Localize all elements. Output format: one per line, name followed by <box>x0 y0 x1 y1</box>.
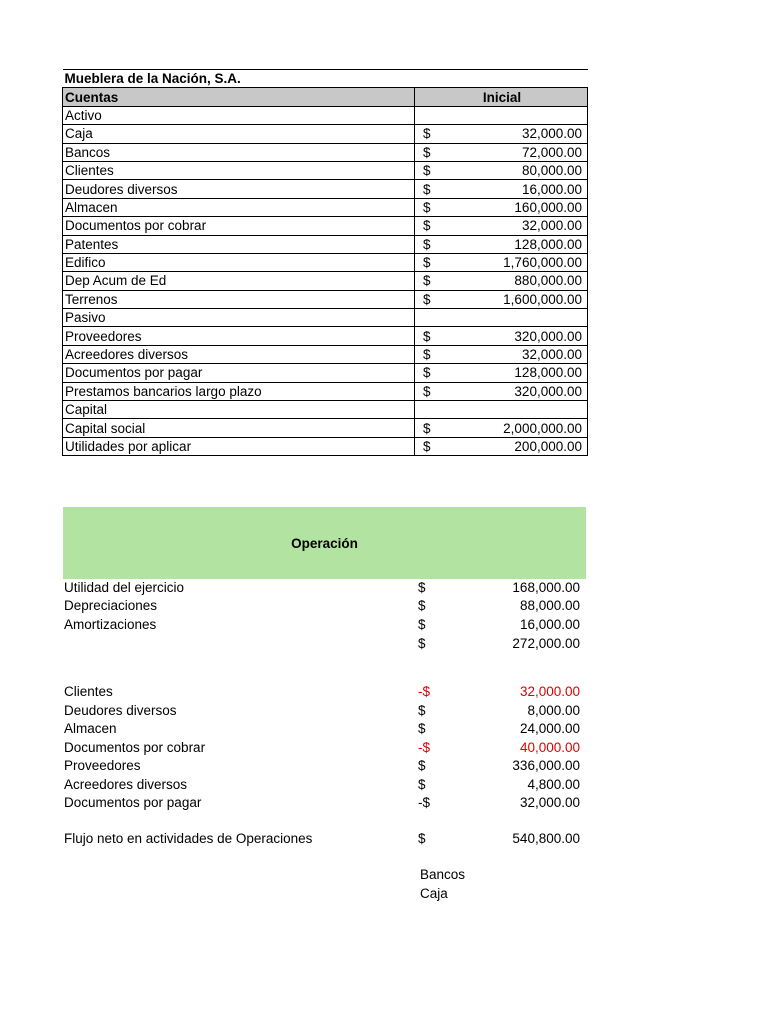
account-cell[interactable]: Activo <box>63 106 415 124</box>
operation-label[interactable]: Proveedores <box>64 758 141 773</box>
account-cell[interactable]: Patentes <box>63 235 415 253</box>
operation-currency[interactable]: -$ <box>418 684 431 699</box>
table-row <box>63 419 588 437</box>
table-row <box>63 309 588 327</box>
operation-value[interactable]: 272,000.00 <box>512 636 580 651</box>
amount-wrapper <box>417 438 587 455</box>
extra-bancos[interactable]: Bancos <box>420 867 466 882</box>
account-cell[interactable]: Acreedores diversos <box>63 345 415 363</box>
account-cell[interactable]: Clientes <box>63 161 415 179</box>
operation-currency[interactable]: -$ <box>418 795 431 810</box>
currency-symbol: $ <box>423 291 431 307</box>
operation-currency[interactable]: $ <box>418 831 426 846</box>
account-cell[interactable]: Documentos por pagar <box>63 364 415 382</box>
amount-wrapper <box>417 328 587 345</box>
table-row <box>63 161 588 179</box>
currency-symbol: $ <box>423 126 431 142</box>
account-cell[interactable]: Edifico <box>63 253 415 271</box>
table-row <box>63 345 588 363</box>
amount-wrapper <box>417 364 587 381</box>
amount-cell[interactable] <box>415 106 588 124</box>
amount-value: 32,000.00 <box>521 347 582 363</box>
amount-wrapper <box>417 291 587 308</box>
account-cell[interactable]: Deudores diversos <box>63 180 415 198</box>
amount-cell[interactable] <box>415 253 588 271</box>
currency-symbol: $ <box>423 144 431 160</box>
account-cell[interactable]: Almacen <box>63 198 415 216</box>
table-row <box>63 437 588 455</box>
operation-currency[interactable]: $ <box>418 777 426 792</box>
table-row <box>63 401 588 419</box>
operation-value[interactable]: 24,000.00 <box>519 721 580 736</box>
currency-symbol: $ <box>423 218 431 234</box>
table-row <box>63 290 588 308</box>
amount-value: 200,000.00 <box>514 439 582 454</box>
operation-label[interactable]: Clientes <box>64 684 113 699</box>
operation-currency[interactable]: $ <box>418 580 426 595</box>
table-row <box>63 106 588 124</box>
amount-wrapper <box>417 199 587 216</box>
operation-value[interactable]: 336,000.00 <box>512 758 580 773</box>
amount-value: 32,000.00 <box>521 126 582 142</box>
amount-value: 128,000.00 <box>514 365 582 381</box>
operacion-title: Operación <box>291 535 358 551</box>
currency-symbol: $ <box>423 365 431 381</box>
amount-value: 880,000.00 <box>514 273 582 289</box>
currency-symbol: $ <box>423 199 431 215</box>
operacion-header[interactable] <box>63 507 586 579</box>
operation-row <box>64 635 584 653</box>
currency-symbol: $ <box>423 328 431 344</box>
currency-symbol: $ <box>423 236 431 252</box>
operation-row <box>64 702 584 720</box>
currency-symbol: $ <box>423 255 431 271</box>
table-row <box>63 382 588 400</box>
amount-cell[interactable] <box>415 272 588 290</box>
operation-label[interactable]: Depreciaciones <box>64 598 158 613</box>
currency-symbol: $ <box>423 273 431 289</box>
table-row <box>63 272 588 290</box>
operation-currency[interactable]: $ <box>418 721 426 736</box>
amount-cell[interactable] <box>415 125 588 143</box>
amount-value: 320,000.00 <box>514 328 582 344</box>
company-title[interactable]: Mueblera de la Nación, S.A. <box>63 70 415 88</box>
operation-value[interactable]: 8,000.00 <box>527 703 580 718</box>
operation-label[interactable]: Documentos por pagar <box>64 795 202 810</box>
operation-label[interactable]: Amortizaciones <box>64 617 157 632</box>
col-header-cuentas[interactable]: Cuentas <box>63 88 415 106</box>
table-row <box>63 198 588 216</box>
account-cell[interactable]: Dep Acum de Ed <box>63 272 415 290</box>
currency-symbol: $ <box>423 439 431 454</box>
operation-currency[interactable]: $ <box>418 758 426 773</box>
amount-value: 72,000.00 <box>521 144 582 160</box>
operation-row <box>64 616 584 634</box>
amount-cell[interactable] <box>415 437 588 455</box>
operation-value[interactable]: 16,000.00 <box>519 617 580 632</box>
account-cell[interactable]: Capital <box>63 401 415 419</box>
operation-row <box>64 830 584 848</box>
account-cell[interactable]: Prestamos bancarios largo plazo <box>63 382 415 400</box>
amount-value: 80,000.00 <box>521 163 582 179</box>
amount-value: 320,000.00 <box>514 383 582 399</box>
table-row <box>63 217 588 235</box>
amount-wrapper <box>417 383 587 400</box>
currency-symbol: $ <box>423 420 431 436</box>
amount-value: 1,760,000.00 <box>503 255 582 271</box>
table-row <box>63 143 588 161</box>
operation-currency[interactable]: -$ <box>418 740 431 755</box>
amount-cell[interactable] <box>415 235 588 253</box>
amount-value: 160,000.00 <box>514 199 582 215</box>
amount-wrapper <box>417 236 587 253</box>
account-cell[interactable]: Terrenos <box>63 290 415 308</box>
amount-cell[interactable] <box>415 290 588 308</box>
balance-table <box>62 69 588 456</box>
amount-value: 2,000,000.00 <box>503 420 582 436</box>
amount-wrapper <box>417 162 587 179</box>
amount-wrapper <box>417 144 587 161</box>
operation-value[interactable]: 32,000.00 <box>519 684 580 699</box>
currency-symbol: $ <box>423 383 431 399</box>
amount-wrapper <box>417 125 587 142</box>
title-row <box>63 70 588 88</box>
table-row <box>63 327 588 345</box>
operation-label[interactable]: Documentos por cobrar <box>64 740 206 755</box>
amount-wrapper <box>417 346 587 363</box>
amount-wrapper <box>417 181 587 198</box>
header-row <box>63 88 588 106</box>
amount-cell[interactable] <box>415 309 588 327</box>
amount-wrapper <box>417 420 587 437</box>
operation-label[interactable]: Almacen <box>64 721 117 736</box>
operation-value[interactable]: 40,000.00 <box>519 740 580 755</box>
operation-label[interactable]: Acreedores diversos <box>64 777 188 792</box>
table-row <box>63 253 588 271</box>
amount-cell[interactable] <box>415 345 588 363</box>
amount-cell[interactable] <box>415 419 588 437</box>
account-cell[interactable]: Documentos por cobrar <box>63 217 415 235</box>
operation-value[interactable]: 32,000.00 <box>519 795 580 810</box>
operation-row <box>64 794 584 812</box>
amount-cell[interactable] <box>415 382 588 400</box>
table-row <box>63 235 588 253</box>
account-cell[interactable]: Pasivo <box>63 309 415 327</box>
currency-symbol: $ <box>423 347 431 363</box>
amount-value: 32,000.00 <box>521 218 582 234</box>
account-cell[interactable]: Bancos <box>63 143 415 161</box>
currency-symbol: $ <box>423 181 431 197</box>
operation-row <box>64 776 584 794</box>
amount-cell[interactable] <box>415 198 588 216</box>
amount-cell[interactable] <box>415 143 588 161</box>
table-row <box>63 180 588 198</box>
amount-cell[interactable] <box>415 327 588 345</box>
operation-label[interactable]: Flujo neto en actividades de Operaciones <box>64 831 313 846</box>
amount-value: 1,600,000.00 <box>503 291 582 307</box>
currency-symbol: $ <box>423 163 431 179</box>
amount-cell[interactable] <box>415 161 588 179</box>
amount-wrapper <box>417 254 587 271</box>
operation-label[interactable]: Utilidad del ejercicio <box>64 580 185 595</box>
operation-label[interactable]: Deudores diversos <box>64 703 177 718</box>
amount-wrapper <box>417 272 587 289</box>
account-cell[interactable]: Utilidades por aplicar <box>63 437 415 455</box>
extra-caja[interactable]: Caja <box>420 886 448 901</box>
operation-value[interactable]: 168,000.00 <box>512 580 580 595</box>
operation-value[interactable]: 4,800.00 <box>527 777 580 792</box>
account-cell[interactable]: Capital social <box>63 419 415 437</box>
amount-cell[interactable] <box>415 364 588 382</box>
operation-currency[interactable]: $ <box>418 703 426 718</box>
col-header-inicial[interactable]: Inicial <box>415 88 588 106</box>
amount-cell[interactable] <box>415 401 588 419</box>
table-row <box>63 125 588 143</box>
operation-row <box>64 683 584 701</box>
operation-currency[interactable]: $ <box>418 598 426 613</box>
operation-currency[interactable]: $ <box>418 617 426 632</box>
amount-cell[interactable] <box>415 180 588 198</box>
operation-row <box>64 579 584 597</box>
amount-value: 128,000.00 <box>514 236 582 252</box>
operation-row <box>64 597 584 615</box>
amount-value: 16,000.00 <box>521 181 582 197</box>
operation-row <box>64 720 584 738</box>
amount-cell[interactable] <box>415 217 588 235</box>
operation-row <box>64 757 584 775</box>
account-cell[interactable]: Caja <box>63 125 415 143</box>
amount-wrapper <box>417 217 587 234</box>
account-cell[interactable]: Proveedores <box>63 327 415 345</box>
operation-value[interactable]: 540,800.00 <box>512 831 580 846</box>
title-empty-cell[interactable] <box>415 70 588 88</box>
table-row <box>63 364 588 382</box>
operation-currency[interactable]: $ <box>418 636 426 651</box>
operation-row <box>64 739 584 757</box>
operation-value[interactable]: 88,000.00 <box>519 598 580 613</box>
